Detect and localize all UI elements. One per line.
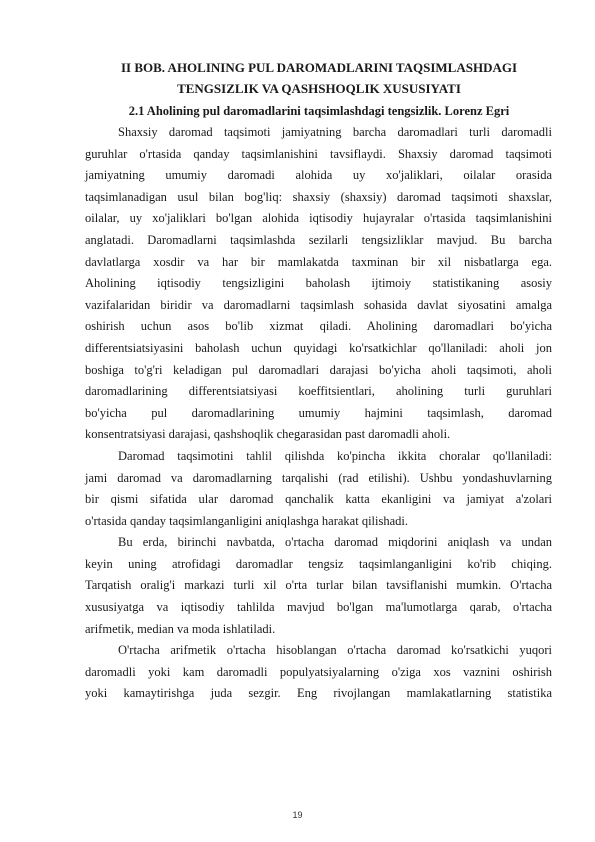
paragraph-line: arifmetik, median va moda ishlatiladi. [85, 621, 276, 636]
paragraph-line: bir qismi sifatida ular daromad qanchalik katta ekanligini va jamiyat a'zolari [85, 492, 552, 507]
chapter-title [85, 57, 553, 99]
paragraph-line: konsentratsiyasi darajasi, qashshoqlik chegarasidan past daromadli aholi. [85, 427, 451, 442]
body-paragraph [85, 122, 552, 446]
section-heading: 2.1 Aholining pul daromadlarini taqsimlashdagi tengsizlik. Lorenz Egri [128, 103, 510, 118]
chapter-title-line-2: TENGSIZLIK VA QASHSHOQLIK XUSUSIYATI [177, 81, 461, 97]
body-text [85, 122, 552, 705]
paragraph-line: daromadli yoki kam daromadli populyatsiyalarning o'ziga xos vaznini oshirish [85, 664, 552, 679]
body-paragraph [85, 446, 552, 532]
paragraph-line: taqsimlanadigan usul bilan bog'liq: shaxsiy (shaxsiy) daromad taqsimoti shaxslar, [85, 189, 552, 204]
paragraph-line: keyin uning atrofidagi daromadlar tengsiz taqsimlanganligini ko'rib chiqing. [85, 556, 552, 571]
paragraph-line: bo'yicha pul daromadlarining umumiy hajmini taqsimlash, daromad [85, 405, 552, 420]
body-paragraph [85, 532, 552, 640]
page-number: 19 [292, 810, 303, 820]
paragraph-line: differentsiatsiyasini baholash uchun quyidagi ko'rsatkichlar qo'llaniladi: aholi jon [85, 340, 552, 355]
paragraph-line: daromadlarining differentsiatsiyasi koeffitsientlari, aholining turli guruhlari [85, 384, 552, 399]
paragraph-line: anglatadi. Daromadlarni taqsimlashda sezilarli tengsizliklar mavjud. Bu barcha [85, 232, 552, 247]
paragraph-line: yoki kamaytirishga juda sezgir. Eng rivojlangan mamlakatlarning statistika [85, 686, 552, 701]
paragraph-line: Daromad taqsimotini tahlil qilishda ko'pincha ikkita choralar qo'llaniladi: [118, 448, 552, 463]
paragraph-line: xususiyatga va iqtisodiy tahlilda mavjud bo'lgan ma'lumotlarga qarab, o'rtacha [85, 600, 552, 615]
paragraph-line: oshirish uchun asos bo'lib xizmat qiladi. Aholining daromadlari bo'yicha [85, 319, 552, 334]
paragraph-line: Bu erda, birinchi navbatda, o'rtacha daromad miqdorini aniqlash va undan [118, 535, 552, 550]
paragraph-line: jamiyatning umumiy daromadi alohida uy xo'jaliklari, oilalar orasida [85, 168, 552, 183]
paragraph-line: oilalar, uy xo'jaliklari bo'lgan alohida iqtisodiy hujayralar o'rtasida taqsimlanishini [85, 211, 552, 226]
chapter-title-line-1: II BOB. AHOLINING PUL DAROMADLARINI TAQSIMLASHDAGI [120, 60, 518, 75]
paragraph-line: guruhlar o'rtasida qanday taqsimlanishini tavsiflaydi. Shaxsiy daromad taqsimoti [85, 146, 552, 161]
paragraph-line: jami daromad va daromadlarning tarqalishi (rad etilishi). Ushbu yondashuvlarning [85, 470, 552, 485]
body-paragraph [85, 640, 552, 705]
paragraph-line: Aholining iqtisodiy tengsizligini baholash ijtimoiy statistikaning asosiy [85, 276, 552, 291]
paragraph-line: o'rtasida qanday taqsimlanganligini aniqlashga harakat qilishadi. [85, 513, 408, 528]
paragraph-line: boshiga to'g'ri keladigan pul daromadlari darajasi bo'yicha aholi taqsimoti, aholi [85, 362, 552, 377]
paragraph-line: davlatlarga xosdir va har bir mamlakatda taxminan bir xil nisbatlarga ega. [85, 254, 552, 269]
paragraph-line: vazifalaridan biridir va daromadlarni taqsimlash sohasida davlat siyosatini amalga [85, 297, 552, 312]
paragraph-line: O'rtacha arifmetik o'rtacha hisoblangan o'rtacha daromad ko'rsatkichi yuqori [118, 643, 552, 658]
paragraph-line: Tarqatish oralig'i markazi turli xil o'rta turlar bilan tavsiflanishi mumkin. O'rtacha [85, 578, 552, 593]
paragraph-line: Shaxsiy daromad taqsimoti jamiyatning barcha daromadlari turli daromadli [118, 125, 552, 139]
